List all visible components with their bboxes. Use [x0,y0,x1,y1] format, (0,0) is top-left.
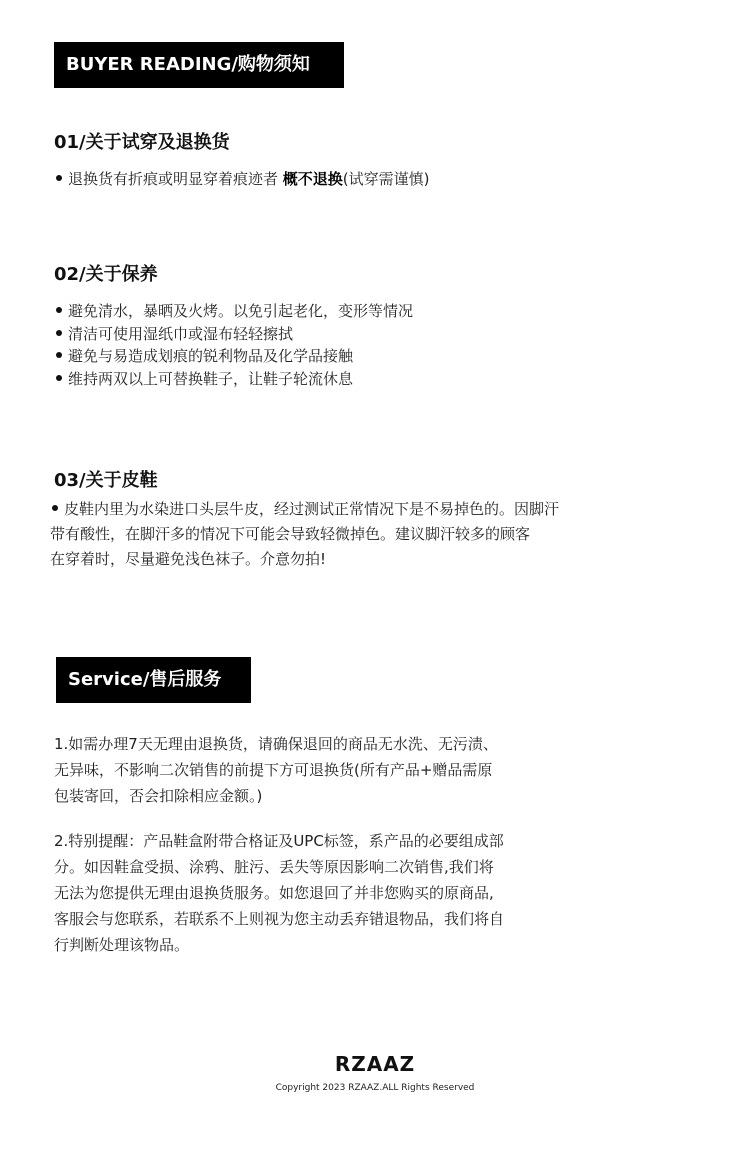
section-02-title: 02/关于保养 [54,264,158,285]
service-item-1-line: 包装寄回，否会扣除相应金额。) [54,787,263,805]
section-03-line: 皮鞋内里为水染进口头层牛皮，经过测试正常情况下是不易掉色的。因脚汗 [50,497,559,522]
bullet-icon [56,352,62,358]
service-item-2-line: 客服会与您联系，若联系不上则视为您主动丢弃错退物品，我们将自 [54,910,505,928]
section-01-text: 退换货有折痕或明显穿着痕迹者 [68,170,283,188]
section-03-body [50,497,559,572]
copyright-text: Copyright 2023 RZAAZ.ALL Rights Reserved [275,1083,475,1093]
list-item-text: 维持两双以上可替换鞋子，让鞋子轮流休息 [68,369,354,388]
bullet-icon [56,375,62,381]
service-item-2-line: 行判断处理该物品。 [54,936,190,954]
service-item-2-line: 分。如因鞋盒受损、涂鸦、脏污、丢失等原因影响二次销售,我们将 [54,858,494,876]
list-item [54,323,413,346]
section-01-note: (试穿需谨慎) [342,170,430,188]
section-01-emphasis: 概不退换 [282,170,343,188]
buyer-reading-banner: BUYER READING/购物须知 [54,42,344,88]
brand-logo: RZAAZ [334,1052,416,1076]
section-01-title: 01/关于试穿及退换货 [54,132,230,153]
list-item-text: 避免清水，暴晒及火烤。以免引起老化，变形等情况 [68,302,414,320]
section-02-list [54,300,413,390]
section-03-line: 在穿着时，尽量避免浅色袜子。介意勿拍! [50,550,327,568]
list-item [54,300,413,323]
service-banner: Service/售后服务 [56,657,251,703]
service-item-1 [54,731,498,809]
bullet-icon [56,330,62,336]
service-item-2 [54,828,504,958]
section-01-list [54,168,430,191]
service-item-2-line: 无法为您提供无理由退换货服务。如您退回了并非您购买的原商品, [54,884,494,902]
section-03-title: 03/关于皮鞋 [54,470,158,491]
bullet-icon [52,505,58,511]
list-item [54,368,413,391]
bullet-icon [56,307,62,313]
service-item-1-line: 无异味，不影响二次销售的前提下方可退换货(所有产品+赠品需原 [54,761,493,779]
service-item-2-line: 2.特别提醒：产品鞋盒附带合格证及UPC标签，系产品的必要组成部 [54,832,504,850]
list-item-text: 避免与易造成划痕的锐利物品及化学品接触 [68,347,354,365]
list-item [54,168,430,191]
list-item-text: 清洁可使用湿纸巾或湿布轻轻擦拭 [68,324,294,343]
service-item-1-line: 1.如需办理7天无理由退换货，请确保退回的商品无水洗、无污渍、 [54,735,498,753]
bullet-icon [56,175,62,181]
section-03-line: 带有酸性，在脚汗多的情况下可能会导致轻微掉色。建议脚汗较多的顾客 [50,525,531,543]
list-item [54,345,413,368]
